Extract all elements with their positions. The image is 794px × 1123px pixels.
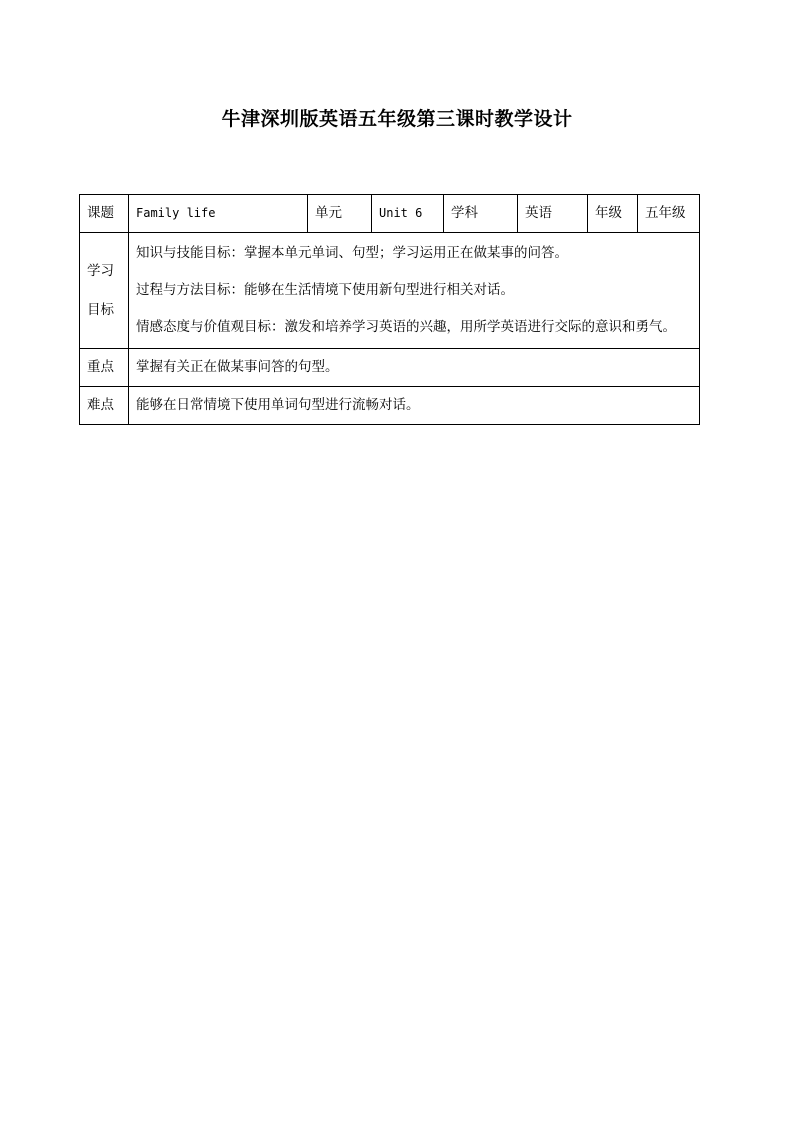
goals-label-line1: 学习: [87, 263, 114, 280]
table-row: [80, 387, 700, 425]
difficulty-value: 能够在日常情境下使用单词句型进行流畅对话。: [129, 387, 700, 425]
table-row: [80, 233, 700, 349]
unit-value: Unit 6: [372, 195, 444, 233]
key-point-label: 重点: [80, 349, 129, 387]
goal-process: 过程与方法目标：能够在生活情境下使用新句型进行相关对话。: [136, 282, 514, 299]
subject-label: 学科: [444, 195, 518, 233]
grade-value: 五年级: [638, 195, 700, 233]
goals-content-cell: [129, 233, 700, 349]
goals-label-cell: [80, 233, 129, 349]
grade-label: 年级: [588, 195, 638, 233]
table-row: [80, 349, 700, 387]
table-row: [80, 195, 700, 233]
unit-label: 单元: [308, 195, 372, 233]
goal-knowledge: 知识与技能目标：掌握本单元单词、句型；学习运用正在做某事的问答。: [136, 245, 568, 262]
goals-label-line2: 目标: [87, 301, 114, 318]
document-title: 牛津深圳版英语五年级第三课时教学设计: [221, 108, 573, 130]
lesson-plan-table: [79, 194, 700, 425]
key-point-value: 掌握有关正在做某事问答的句型。: [129, 349, 700, 387]
subject-value: 英语: [518, 195, 588, 233]
goal-emotion: 情感态度与价值观目标：激发和培养学习英语的兴趣，用所学英语进行交际的意识和勇气。: [136, 319, 676, 336]
topic-value: Family life: [129, 195, 308, 233]
topic-label: 课题: [80, 195, 129, 233]
difficulty-label: 难点: [80, 387, 129, 425]
